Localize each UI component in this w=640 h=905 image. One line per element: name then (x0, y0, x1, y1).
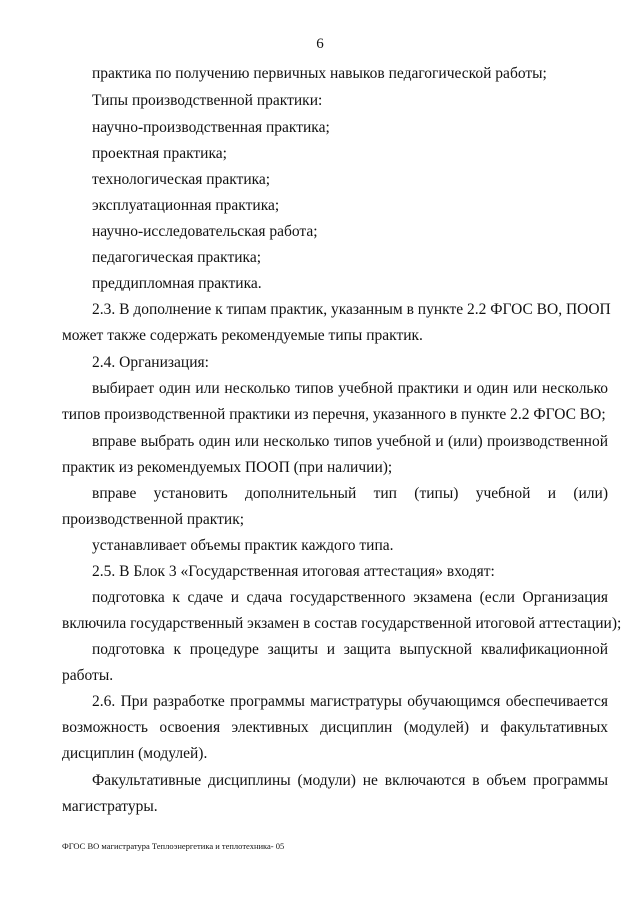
text-line: вправе установить дополнительный тип (типы) учебной и (или) (92, 485, 608, 502)
text-line: технологическая практика; (92, 171, 271, 188)
text-line: 2.5. В Блок 3 «Государственная итоговая аттестация» входят: (92, 563, 495, 580)
text-line: возможность освоения элективных дисциплин (модулей) и факультативных (62, 719, 608, 736)
text-line: магистратуры. (62, 798, 158, 815)
text-line: практика по получению первичных навыков педагогической работы; (92, 65, 547, 82)
text-line: подготовка к сдаче и сдача государственного экзамена (если Организация (92, 589, 608, 606)
text-line: подготовка к процедуре защиты и защита выпускной квалификационной (92, 641, 608, 658)
text-line: эксплуатационная практика; (92, 197, 280, 214)
text-line: Факультативные дисциплины (модули) не включаются в объем программы (92, 772, 608, 789)
page-number: 6 (316, 36, 324, 52)
text-line: преддипломная практика. (92, 275, 262, 292)
text-line: практик из рекомендуемых ПООП (при наличии); (62, 459, 393, 476)
text-line: Типы производственной практики: (92, 92, 323, 109)
text-line: типов производственной практики из перечня, указанного в пункте 2.2 ФГОС ВО; (62, 406, 606, 423)
text-line: устанавливает объемы практик каждого типа. (92, 537, 394, 554)
text-line: выбирает один или несколько типов учебной практики и один или несколько (92, 380, 608, 397)
text-line: может также содержать рекомендуемые типы практик. (62, 327, 423, 344)
text-line: научно-исследовательская работа; (92, 223, 318, 240)
text-line: включила государственный экзамен в состав государственной итоговой аттестации); (62, 615, 622, 632)
text-line: 2.4. Организация: (92, 354, 209, 371)
text-line: проектная практика; (92, 145, 227, 162)
text-line: производственной практик; (62, 511, 245, 528)
text-line: 2.6. При разработке программы магистратуры обучающимся обеспечивается (92, 693, 608, 710)
text-line: научно-производственная практика; (92, 119, 330, 136)
text-line: педагогическая практика; (92, 249, 262, 266)
text-line: дисциплин (модулей). (62, 745, 208, 762)
text-line: вправе выбрать один или несколько типов учебной и (или) производственной (92, 433, 608, 450)
text-line: работы. (62, 667, 114, 684)
text-line: 2.3. В дополнение к типам практик, указанным в пункте 2.2 ФГОС ВО, ПООП (92, 301, 611, 318)
page-footer: ФГОС ВО магистратура Теплоэнергетика и теплотехника- 05 (62, 841, 285, 851)
